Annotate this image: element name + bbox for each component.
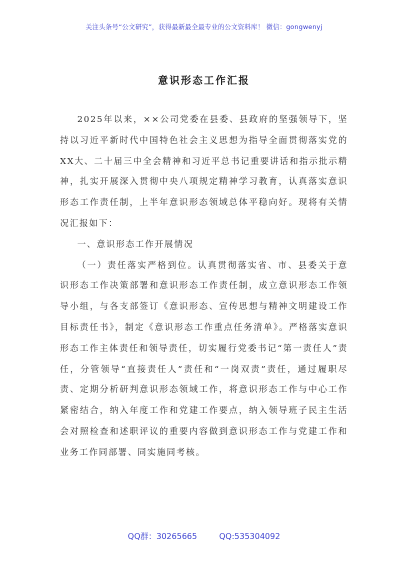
footer-qq-group: QQ群：30265665 [127,532,198,541]
footer-qq-number: QQ:535304092 [219,532,281,541]
intro-paragraph: 2025年以来，××公司党委在县委、县政府的坚强领导下，坚持以习近平新时代中国特色社会主义思想为指导全面贯彻落实党的XX大、二十届三中全会精神和习近平总书记重要讲话和指示批示精神，扎实开展深入贯彻中央八项规定精神学习教育，认真落实意识形态工作责任制，上半年意识形态领域总体平稳向好。现将有关情况汇报如下： [60,115,348,229]
section-heading: 一、意识形态工作开展情况 [77,239,194,250]
footer-contact [0,531,408,542]
header-promo-note: 关注头条号“公文研究”，获得最新最全最专业的公文资料库！ 微信：gongwenyj [85,23,323,31]
document-body [60,110,348,464]
body-paragraph: （一）责任落实严格到位。认真贯彻落实省、市、县委关于意识形态工作决策部署和意识形态工作责任制，成立意识形态工作领导小组，与各支部签订《意识形态、宣传思想与精神文明建设工作目标责任书》，制定《意识形态工作重点任务清单》。严格落实意识形态工作主体责任和领导责任，切实履行党委书记“第一责任人”责任，分管领导“直接责任人”责任和“一岗双责”责任，通过履职尽责、定期分析研判意识形态领域工作，将意识形态工作与中心工作紧密结合，纳入年度工作和党建工作要点，纳入领导班子民主生活会对照检查和述职评议的重要内容做到意识形态工作与党建工作和业务工作同部署、同实施同考核。 [60,260,348,458]
document-title: 意识形态工作汇报 [158,76,250,87]
